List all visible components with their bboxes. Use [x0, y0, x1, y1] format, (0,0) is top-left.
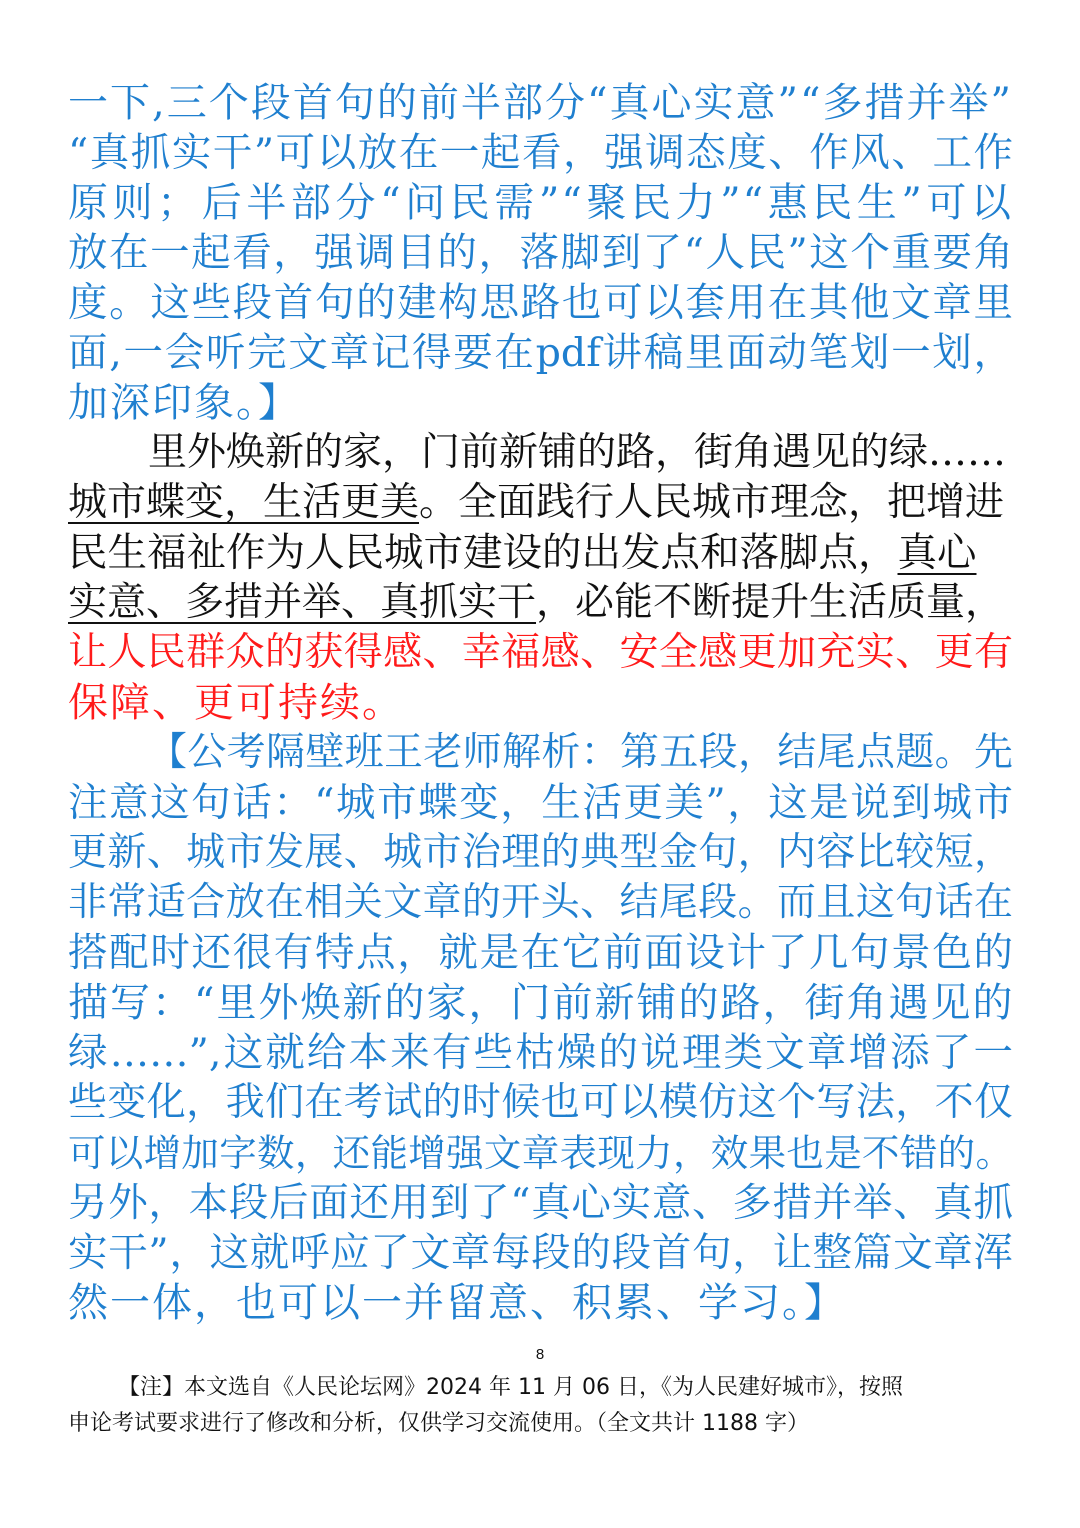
text-line: 些变化，我们在考试的时候也可以模仿这个写法，不仅 — [68, 1080, 1013, 1125]
text-line — [68, 578, 1013, 628]
text-line: “真抓实干”可以放在一起看，强调态度、作风、工作 — [68, 130, 1013, 176]
underlined-phrase: 实意、多措并举、真抓实干 — [68, 580, 537, 625]
page-number: 8 — [535, 1346, 545, 1363]
text-line: 度。这些段首句的建构思路也可以套用在其他文章里 — [68, 280, 1013, 326]
text-line: 加深印象。】 — [68, 380, 300, 426]
text-line: 更新、城市发展、城市治理的典型金句，内容比较短， — [68, 830, 1013, 875]
text-span: ，必能不断提升生活质量， — [536, 580, 1005, 625]
highlighted-line: 让人民群众的获得感、幸福感、安全感更加充实、更有 — [68, 630, 1013, 675]
text-line: 【公考隔壁班王老师解析：第五段，结尾点题。先 — [148, 730, 1013, 775]
text-line: 实干”，这就呼应了文章每段的段首句，让整篇文章浑 — [68, 1230, 1013, 1276]
highlighted-line: 保障、更可持续。 — [68, 680, 404, 726]
text-line: 绿……”,这就给本来有些枯燥的说理类文章增添了一 — [68, 1030, 1013, 1076]
text-line: 然一体，也可以一并留意、积累、学习。】 — [68, 1280, 846, 1326]
text-line: 一下,三个段首句的前半部分“真心实意”“多措并举” — [68, 80, 1013, 126]
text-span: 民生福祉作为人民城市建设的出发点和落脚点， — [68, 530, 898, 576]
text-span: 。全面践行人民城市理念，把增进 — [419, 480, 1005, 525]
text-line: 可以增加字数，还能增强文章表现力，效果也是不错的。 — [68, 1131, 1013, 1175]
text-line: 注意这句话：“城市蝶变，生活更美”，这是说到城市 — [68, 780, 1013, 826]
text-line: 描写：“里外焕新的家，门前新铺的路，街角遇见的 — [68, 980, 1015, 1026]
text-line: 面,一会听完文章记得要在pdf讲稿里面动笔划一划， — [68, 330, 1013, 376]
text-line: 原则；后半部分“问民需”“聚民力”“惠民生”可以 — [68, 180, 1013, 226]
text-line: 放在一起看，强调目的，落脚到了“人民”这个重要角 — [68, 230, 1013, 276]
text-line: 搭配时还很有特点，就是在它前面设计了几句景色的 — [68, 930, 1013, 976]
text-line — [68, 478, 1013, 528]
footnote-line: 申论考试要求进行了修改和分析，仅供学习交流使用。（全文共计 1188 字） — [68, 1411, 809, 1436]
text-line: 另外，本段后面还用到了“真心实意、多措并举、真抓 — [68, 1180, 1013, 1226]
footnote-line: 【注】本文选自《人民论坛网》2024 年 11 月 06 日，《为人民建好城市》，按照 — [118, 1375, 903, 1400]
underlined-phrase: 真心 — [897, 530, 977, 576]
text-line: 里外焕新的家，门前新铺的路，街角遇见的绿…… — [148, 430, 1007, 475]
underlined-phrase: 城市蝶变，生活更美 — [68, 480, 420, 525]
text-line — [68, 528, 1013, 578]
text-line: 非常适合放在相关文章的开头、结尾段。而且这句话在 — [68, 880, 1013, 925]
